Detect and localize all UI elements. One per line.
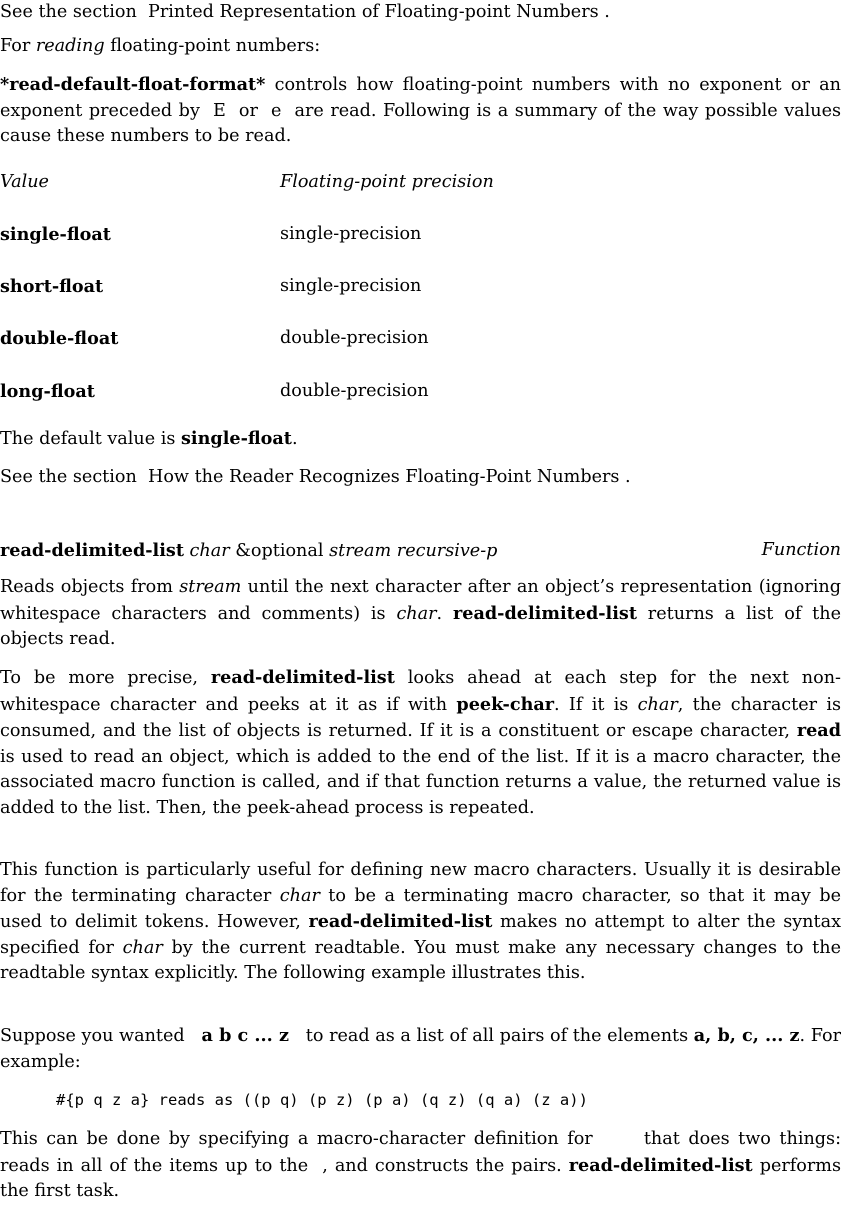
table-cell-value: single-float [0, 224, 111, 245]
column-header-precision: Floating-point precision [280, 172, 494, 192]
text: is used to read an object, which is added to the end of the list. If it is a macro character, the associated macro function is called, and if that function returns a value, the returned value is added to the list. Then, the peek-ahead process is repeated. [0, 746, 841, 818]
argument-reference: char [279, 885, 320, 906]
text: For [0, 36, 36, 56]
exponent-marker: e [270, 100, 282, 121]
table-row [0, 222, 841, 248]
table-cell-precision: single-precision [280, 224, 422, 244]
text: until the next character after an object’s representation (ignoring whitespace characters and comments) is [0, 577, 841, 624]
exponent-marker: E [212, 100, 226, 121]
table-cell-value: short-float [0, 276, 104, 297]
table-row [0, 326, 841, 352]
text: looks ahead at each step for the next non-whitespace character and peeks at it as if with [0, 668, 841, 715]
entry-kind-label: Function [761, 540, 841, 560]
text: to be a terminating macro character, so that it may be used to delimit tokens. However, [0, 885, 841, 933]
see-section-paragraph-2 [0, 465, 841, 491]
text: . [625, 467, 631, 487]
text: Reads objects from [0, 577, 180, 597]
function-reference: read [796, 720, 841, 742]
element-list: a, b, c, ... z [693, 1025, 800, 1046]
text: Suppose you wanted [0, 1026, 191, 1046]
text: performs the first task. [0, 1155, 841, 1202]
text: To be more precise, [0, 668, 211, 688]
emphasis: reading [35, 36, 105, 56]
table-row [0, 379, 841, 405]
text: . [291, 429, 298, 449]
argument-reference: char [637, 694, 678, 715]
table-cell-precision: double-precision [280, 381, 429, 401]
see-section-paragraph [0, 0, 841, 26]
description-paragraph-2 [0, 665, 841, 822]
default-value-paragraph [0, 426, 841, 453]
text: . [604, 2, 610, 22]
argument-reference: stream [179, 577, 242, 597]
variable-description-paragraph [0, 72, 841, 150]
description-paragraph-4 [0, 1023, 841, 1075]
table-row [0, 274, 841, 300]
text: controls how floating-point numbers with no exponent or an exponent preceded by [0, 75, 841, 121]
text: , the character is consumed, and the list of objects is returned. If it is a constituent or escape character, [0, 694, 841, 742]
function-reference: read-delimited-list [210, 667, 395, 688]
text: to read as a list of all pairs of the elements [300, 1026, 694, 1046]
text: returns a list of the objects read. [0, 603, 841, 650]
text: This function is particularly useful for defining new macro characters. Usually it is desirable for the terminating character [0, 860, 841, 906]
description-paragraph-3 [0, 858, 841, 987]
table-cell-precision: single-precision [280, 276, 422, 296]
text: that does two things: reads in all of the items up to the [0, 1129, 841, 1176]
for-reading-paragraph [0, 34, 841, 60]
function-signature [0, 538, 497, 565]
table-cell-precision: double-precision [280, 328, 429, 348]
argument-reference: char [396, 603, 437, 624]
function-reference: read-delimited-list [453, 602, 637, 624]
text: See the section [0, 2, 143, 22]
lambda-keyword: &optional [235, 541, 324, 561]
function-signature-header [0, 538, 841, 564]
description-paragraph-5 [0, 1127, 841, 1205]
code-example: #{p q z a} reads as ((p q) (p z) (p a) (q z) (q a) (z a)) [56, 1091, 588, 1109]
function-reference: read-delimited-list [568, 1154, 753, 1176]
column-header-value: Value [0, 172, 49, 192]
argument-reference: char [122, 937, 163, 958]
text: makes no attempt to alter the syntax specified for [0, 912, 841, 958]
variable-name: *read-default-float-format* [0, 74, 266, 95]
text: . For example: [0, 1026, 841, 1072]
section-reference: How the Reader Recognizes Floating-Point Numbers [147, 467, 620, 487]
text: See the section [0, 467, 143, 487]
text: are read. Following is a summary of the way possible values cause these numbers to be read. [0, 100, 841, 147]
function-name: read-delimited-list [0, 540, 184, 561]
section-reference: Printed Representation of Floating-point Numbers [147, 2, 599, 22]
text: or [232, 100, 265, 121]
description-paragraph-1 [0, 575, 841, 653]
table-cell-value: long-float [0, 381, 95, 402]
function-reference: read-delimited-list [308, 911, 493, 933]
table-cell-value: double-float [0, 328, 119, 349]
text: This can be done by specifying a macro-character definition for [0, 1129, 602, 1149]
text: floating-point numbers: [104, 36, 321, 56]
syntax-pattern: a b c ... z [201, 1025, 289, 1046]
text: , and constructs the pairs. [322, 1155, 569, 1176]
text: . [436, 603, 453, 624]
table-header [0, 170, 841, 196]
text: by the current readtable. You must make any necessary changes to the readtable syntax explicitly. The following example illustrates this. [0, 937, 841, 984]
default-value: single-float [181, 428, 292, 449]
function-optional-arguments: stream recursive-p [329, 541, 498, 561]
text: The default value is [0, 429, 182, 449]
function-argument: char [189, 541, 230, 561]
text: . If it is [554, 694, 638, 715]
function-reference: peek-char [456, 693, 555, 715]
